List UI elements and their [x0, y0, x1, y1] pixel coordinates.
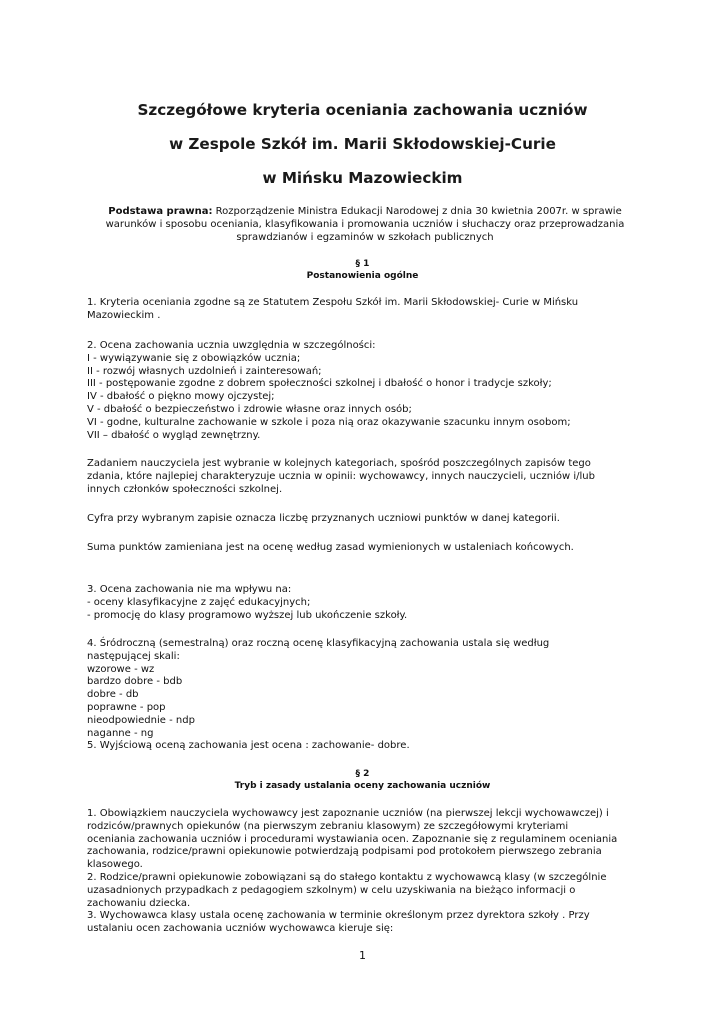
document-title-line-2: w Zespole Szkół im. Marii Skłodowskiej-Curie — [169, 135, 556, 153]
list-item: - oceny klasyfikacyjne z zajęć edukacyjnych; — [87, 596, 311, 608]
list-item: VII – dbałość o wygląd zewnętrzny. — [87, 429, 261, 441]
document-title-line-3: w Mińsku Mazowieckim — [262, 169, 463, 187]
legal-basis-line-1 — [80, 205, 650, 218]
legal-basis — [80, 205, 650, 244]
text-line: 2. Ocena zachowania ucznia uwzględnia w szczególności: — [87, 340, 376, 351]
section-1-number: § 1 — [355, 259, 370, 269]
list-item: - promocję do klasy programowo wyższej lub ukończenie szkoły. — [87, 609, 408, 621]
grade-scale-item: naganne - ng — [87, 727, 154, 739]
text-line: 2. Rodzice/prawni opiekunowie zobowiązani są do stałego kontaktu z wychowawcą klasy (w szczególnie — [87, 871, 607, 883]
section-2-heading — [0, 768, 725, 792]
section-1-heading — [0, 258, 725, 282]
section-1-paragraph-6 — [87, 584, 647, 622]
text-line: Mazowieckim . — [87, 309, 161, 321]
section-1-title: Postanowienia ogólne — [306, 271, 419, 281]
legal-basis-text-1: Rozporządzenie Ministra Edukacji Narodowej z dnia 30 kwietnia 2007r. w sprawie — [212, 206, 622, 217]
section-1-paragraph-5 — [87, 542, 647, 555]
text-line: 3. Wychowawca klasy ustala ocenę zachowania w terminie określonym przez dyrektora szkoły . Przy — [87, 910, 590, 922]
section-1-paragraph-2 — [87, 340, 647, 442]
grade-scale-item: nieodpowiednie - ndp — [87, 714, 195, 726]
section-2-title: Tryb i zasady ustalania oceny zachowania uczniów — [234, 781, 491, 791]
list-item: I - wywiązywanie się z obowiązków ucznia; — [87, 352, 301, 364]
list-item: III - postępowanie zgodne z dobrem społeczności szkolnej i dbałość o honor i tradycje szkoły; — [87, 378, 552, 390]
grade-scale-item: poprawne - pop — [87, 701, 166, 713]
section-1-paragraph-1 — [87, 297, 647, 323]
list-item: II - rozwój własnych uzdolnień i zainteresowań; — [87, 365, 322, 377]
text-line: innych członków społeczności szkolnej. — [87, 483, 283, 495]
text-line: uzasadnionych przypadkach z pedagogiem szkolnym) w celu uzyskiwania na bieżąco informacji o — [87, 884, 576, 896]
list-item: V - dbałość o bezpieczeństwo i zdrowie własne oraz innych osób; — [87, 403, 412, 415]
grade-scale-item: dobre - db — [87, 689, 139, 701]
text-line: 1. Obowiązkiem nauczyciela wychowawcy jest zapoznanie uczniów (na pierwszej lekcji wychowawczej) i — [87, 808, 609, 819]
section-1-paragraph-7 — [87, 638, 647, 753]
grade-scale-item: wzorowe - wz — [87, 663, 155, 675]
text-line: Cyfra przy wybranym zapisie oznacza liczbę przyznanych uczniowi punktów w danej kategorii. — [87, 513, 560, 524]
text-line: oceniania zachowania uczniów i procedurami wystawiania ocen. Zapoznanie się z regulaminem oceniania — [87, 833, 618, 845]
section-1-paragraph-4 — [87, 513, 647, 526]
section-2-number: § 2 — [355, 769, 370, 779]
text-line: 5. Wyjściową oceną zachowania jest ocena : zachowanie- dobre. — [87, 740, 410, 752]
text-line: rodziców/prawnych opiekunów (na pierwszym zebraniu klasowym) ze szczegółowymi kryteriami — [87, 820, 569, 832]
text-line: Suma punktów zamieniana jest na ocenę według zasad wymienionych w ustaleniach końcowych. — [87, 542, 574, 553]
text-line: Zadaniem nauczyciela jest wybranie w kolejnych kategoriach, spośród poszczególnych zapisów tego — [87, 458, 591, 469]
document-title-line-1: Szczegółowe kryteria oceniania zachowania uczniów — [137, 101, 588, 119]
text-line: zachowania, rodzice/prawni opiekunowie potwierdzają podpisami pod protokołem pierwszego zebrania — [87, 846, 602, 858]
text-line: 1. Kryteria oceniania zgodne są ze Statutem Zespołu Szkół im. Marii Skłodowskiej- Curie w Mińsku — [87, 297, 579, 308]
section-1-paragraph-3 — [87, 458, 647, 496]
page-number: 1 — [359, 949, 366, 962]
text-line: 3. Ocena zachowania nie ma wpływu na: — [87, 584, 292, 595]
text-line: zachowaniu dziecka. — [87, 897, 191, 909]
legal-basis-label: Podstawa prawna: — [108, 206, 213, 217]
list-item: VI - godne, kulturalne zachowanie w szkole i poza nią oraz okazywanie szacunku innym osobom; — [87, 416, 571, 428]
legal-basis-line-3: sprawdzianów i egzaminów w szkołach publicznych — [236, 232, 494, 243]
text-line: klasowego. — [87, 859, 143, 871]
text-line: 4. Śródroczną (semestralną) oraz roczną ocenę klasyfikacyjną zachowania ustala się według — [87, 638, 550, 649]
list-item: IV - dbałość o piękno mowy ojczystej; — [87, 391, 275, 403]
grade-scale-item: bardzo dobre - bdb — [87, 676, 183, 688]
text-line: następującej skali: — [87, 650, 180, 662]
text-line: ustalaniu ocen zachowania uczniów wychowawca kieruje się: — [87, 923, 394, 935]
legal-basis-line-2: warunków i sposobu oceniania, klasyfikowania i promowania uczniów i słuchaczy oraz przeprowadzania — [105, 219, 625, 230]
text-line: zdania, które najlepiej charakteryzuje ucznia w opinii: wychowawcy, innych nauczycieli, uczniów i/lub — [87, 470, 595, 482]
section-2-paragraph-1 — [87, 808, 647, 936]
